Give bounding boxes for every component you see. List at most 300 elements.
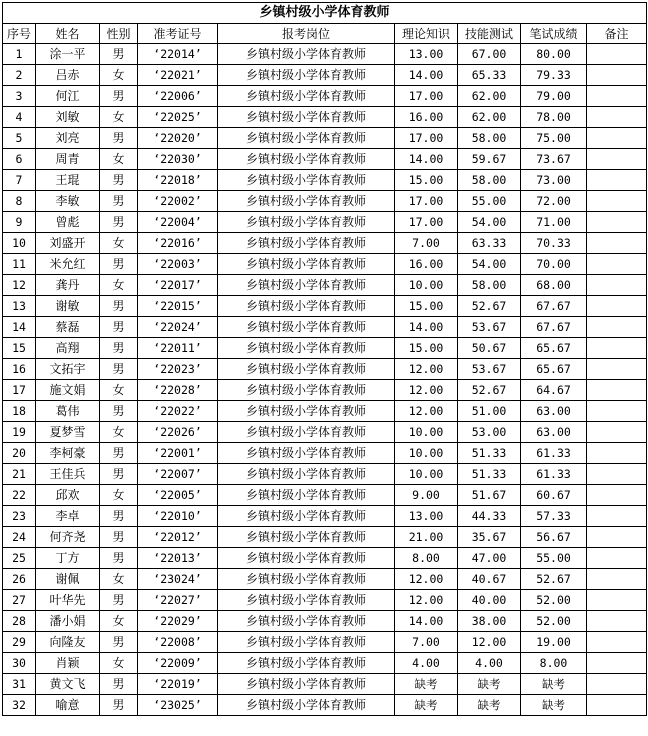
sheet-title: 乡镇村级小学体育教师 <box>3 3 647 24</box>
cell-position: 乡镇村级小学体育教师 <box>218 296 395 317</box>
cell-skill-score: 35.67 <box>458 527 521 548</box>
cell-index: 11 <box>3 254 36 275</box>
cell-gender: 女 <box>100 65 138 86</box>
cell-gender: 男 <box>100 254 138 275</box>
cell-skill-score: 53.67 <box>458 317 521 338</box>
cell-index: 15 <box>3 338 36 359</box>
cell-index: 29 <box>3 632 36 653</box>
cell-remarks <box>587 569 647 590</box>
table-row <box>3 128 647 149</box>
cell-exam-number: ‘22004’ <box>138 212 218 233</box>
cell-remarks <box>587 149 647 170</box>
cell-name: 丁方 <box>36 548 100 569</box>
cell-name: 施文娟 <box>36 380 100 401</box>
cell-position: 乡镇村级小学体育教师 <box>218 107 395 128</box>
cell-gender: 女 <box>100 275 138 296</box>
cell-remarks <box>587 107 647 128</box>
cell-written-score: 52.00 <box>521 590 587 611</box>
cell-remarks <box>587 44 647 65</box>
cell-exam-number: ‘22001’ <box>138 443 218 464</box>
cell-exam-number: ‘22011’ <box>138 338 218 359</box>
cell-written-score: 缺考 <box>521 695 587 716</box>
cell-position: 乡镇村级小学体育教师 <box>218 422 395 443</box>
table-row <box>3 254 647 275</box>
cell-skill-score: 54.00 <box>458 212 521 233</box>
cell-exam-number: ‘22021’ <box>138 65 218 86</box>
cell-remarks <box>587 674 647 695</box>
cell-written-score: 19.00 <box>521 632 587 653</box>
table-row <box>3 233 647 254</box>
cell-index: 27 <box>3 590 36 611</box>
cell-skill-score: 58.00 <box>458 275 521 296</box>
cell-remarks <box>587 380 647 401</box>
cell-theory-score: 17.00 <box>395 191 458 212</box>
cell-name: 葛伟 <box>36 401 100 422</box>
cell-written-score: 67.67 <box>521 296 587 317</box>
cell-gender: 女 <box>100 149 138 170</box>
cell-remarks <box>587 653 647 674</box>
table-row <box>3 632 647 653</box>
cell-written-score: 52.67 <box>521 569 587 590</box>
header-skill-score: 技能测试 <box>458 24 521 44</box>
cell-skill-score: 53.00 <box>458 422 521 443</box>
cell-name: 李敏 <box>36 191 100 212</box>
cell-skill-score: 65.33 <box>458 65 521 86</box>
cell-skill-score: 59.67 <box>458 149 521 170</box>
cell-name: 龚丹 <box>36 275 100 296</box>
header-position: 报考岗位 <box>218 24 395 44</box>
cell-skill-score: 52.67 <box>458 380 521 401</box>
cell-written-score: 8.00 <box>521 653 587 674</box>
table-row <box>3 149 647 170</box>
score-sheet <box>2 2 647 716</box>
cell-name: 谢敏 <box>36 296 100 317</box>
cell-written-score: 61.33 <box>521 443 587 464</box>
cell-position: 乡镇村级小学体育教师 <box>218 590 395 611</box>
cell-name: 喻意 <box>36 695 100 716</box>
cell-position: 乡镇村级小学体育教师 <box>218 632 395 653</box>
cell-exam-number: ‘22023’ <box>138 359 218 380</box>
cell-position: 乡镇村级小学体育教师 <box>218 527 395 548</box>
cell-position: 乡镇村级小学体育教师 <box>218 170 395 191</box>
cell-theory-score: 14.00 <box>395 611 458 632</box>
cell-index: 12 <box>3 275 36 296</box>
table-row <box>3 359 647 380</box>
cell-gender: 男 <box>100 86 138 107</box>
cell-written-score: 75.00 <box>521 128 587 149</box>
cell-index: 26 <box>3 569 36 590</box>
cell-exam-number: ‘22002’ <box>138 191 218 212</box>
cell-name: 王琨 <box>36 170 100 191</box>
cell-index: 24 <box>3 527 36 548</box>
cell-position: 乡镇村级小学体育教师 <box>218 674 395 695</box>
cell-remarks <box>587 359 647 380</box>
cell-gender: 男 <box>100 527 138 548</box>
cell-gender: 男 <box>100 296 138 317</box>
cell-position: 乡镇村级小学体育教师 <box>218 254 395 275</box>
cell-written-score: 73.00 <box>521 170 587 191</box>
cell-skill-score: 50.67 <box>458 338 521 359</box>
cell-written-score: 60.67 <box>521 485 587 506</box>
cell-index: 19 <box>3 422 36 443</box>
cell-skill-score: 缺考 <box>458 695 521 716</box>
cell-theory-score: 10.00 <box>395 422 458 443</box>
cell-exam-number: ‘23024’ <box>138 569 218 590</box>
cell-index: 4 <box>3 107 36 128</box>
table-row <box>3 422 647 443</box>
cell-remarks <box>587 422 647 443</box>
cell-theory-score: 16.00 <box>395 107 458 128</box>
cell-position: 乡镇村级小学体育教师 <box>218 485 395 506</box>
cell-index: 28 <box>3 611 36 632</box>
cell-theory-score: 9.00 <box>395 485 458 506</box>
cell-name: 何江 <box>36 86 100 107</box>
cell-index: 22 <box>3 485 36 506</box>
cell-index: 10 <box>3 233 36 254</box>
cell-name: 高翔 <box>36 338 100 359</box>
cell-name: 涂一平 <box>36 44 100 65</box>
cell-theory-score: 15.00 <box>395 296 458 317</box>
cell-gender: 男 <box>100 401 138 422</box>
cell-gender: 女 <box>100 485 138 506</box>
cell-position: 乡镇村级小学体育教师 <box>218 569 395 590</box>
cell-exam-number: ‘22003’ <box>138 254 218 275</box>
cell-written-score: 63.00 <box>521 401 587 422</box>
cell-name: 米允红 <box>36 254 100 275</box>
cell-name: 刘亮 <box>36 128 100 149</box>
cell-skill-score: 54.00 <box>458 254 521 275</box>
cell-exam-number: ‘22029’ <box>138 611 218 632</box>
cell-position: 乡镇村级小学体育教师 <box>218 695 395 716</box>
cell-gender: 男 <box>100 128 138 149</box>
cell-position: 乡镇村级小学体育教师 <box>218 128 395 149</box>
cell-theory-score: 10.00 <box>395 275 458 296</box>
cell-skill-score: 44.33 <box>458 506 521 527</box>
cell-index: 21 <box>3 464 36 485</box>
cell-gender: 男 <box>100 464 138 485</box>
cell-name: 蔡磊 <box>36 317 100 338</box>
cell-remarks <box>587 233 647 254</box>
cell-remarks <box>587 548 647 569</box>
cell-written-score: 55.00 <box>521 548 587 569</box>
cell-theory-score: 缺考 <box>395 695 458 716</box>
cell-index: 23 <box>3 506 36 527</box>
cell-exam-number: ‘22020’ <box>138 128 218 149</box>
table-row <box>3 695 647 716</box>
table-row <box>3 443 647 464</box>
cell-exam-number: ‘22016’ <box>138 233 218 254</box>
cell-exam-number: ‘22015’ <box>138 296 218 317</box>
cell-skill-score: 62.00 <box>458 107 521 128</box>
cell-exam-number: ‘22026’ <box>138 422 218 443</box>
cell-theory-score: 12.00 <box>395 569 458 590</box>
cell-gender: 男 <box>100 695 138 716</box>
cell-written-score: 缺考 <box>521 674 587 695</box>
cell-position: 乡镇村级小学体育教师 <box>218 233 395 254</box>
table-row <box>3 170 647 191</box>
cell-written-score: 71.00 <box>521 212 587 233</box>
cell-remarks <box>587 86 647 107</box>
cell-exam-number: ‘22017’ <box>138 275 218 296</box>
cell-remarks <box>587 443 647 464</box>
table-row <box>3 464 647 485</box>
cell-name: 邱欢 <box>36 485 100 506</box>
cell-remarks <box>587 338 647 359</box>
cell-index: 13 <box>3 296 36 317</box>
cell-position: 乡镇村级小学体育教师 <box>218 611 395 632</box>
cell-name: 曾彪 <box>36 212 100 233</box>
cell-theory-score: 10.00 <box>395 443 458 464</box>
table-row <box>3 212 647 233</box>
cell-skill-score: 51.00 <box>458 401 521 422</box>
cell-theory-score: 21.00 <box>395 527 458 548</box>
cell-written-score: 65.67 <box>521 338 587 359</box>
cell-theory-score: 13.00 <box>395 506 458 527</box>
cell-position: 乡镇村级小学体育教师 <box>218 149 395 170</box>
cell-index: 18 <box>3 401 36 422</box>
cell-remarks <box>587 611 647 632</box>
cell-written-score: 80.00 <box>521 44 587 65</box>
cell-remarks <box>587 527 647 548</box>
cell-skill-score: 53.67 <box>458 359 521 380</box>
cell-position: 乡镇村级小学体育教师 <box>218 506 395 527</box>
cell-skill-score: 12.00 <box>458 632 521 653</box>
cell-index: 5 <box>3 128 36 149</box>
header-gender: 性别 <box>100 24 138 44</box>
cell-remarks <box>587 254 647 275</box>
cell-index: 25 <box>3 548 36 569</box>
cell-remarks <box>587 401 647 422</box>
cell-skill-score: 67.00 <box>458 44 521 65</box>
cell-exam-number: ‘22008’ <box>138 632 218 653</box>
cell-remarks <box>587 464 647 485</box>
cell-name: 谢佩 <box>36 569 100 590</box>
cell-index: 32 <box>3 695 36 716</box>
cell-index: 20 <box>3 443 36 464</box>
cell-exam-number: ‘22024’ <box>138 317 218 338</box>
cell-theory-score: 12.00 <box>395 359 458 380</box>
cell-name: 肖颖 <box>36 653 100 674</box>
cell-position: 乡镇村级小学体育教师 <box>218 44 395 65</box>
cell-written-score: 64.67 <box>521 380 587 401</box>
table-row <box>3 506 647 527</box>
cell-written-score: 68.00 <box>521 275 587 296</box>
cell-name: 周青 <box>36 149 100 170</box>
cell-remarks <box>587 695 647 716</box>
cell-index: 3 <box>3 86 36 107</box>
title-row <box>3 3 647 24</box>
header-name: 姓名 <box>36 24 100 44</box>
cell-gender: 男 <box>100 170 138 191</box>
cell-index: 31 <box>3 674 36 695</box>
table-row <box>3 380 647 401</box>
cell-theory-score: 16.00 <box>395 254 458 275</box>
cell-written-score: 72.00 <box>521 191 587 212</box>
cell-index: 14 <box>3 317 36 338</box>
cell-theory-score: 7.00 <box>395 632 458 653</box>
cell-name: 李卓 <box>36 506 100 527</box>
cell-exam-number: ‘22006’ <box>138 86 218 107</box>
table-row <box>3 275 647 296</box>
table-row <box>3 527 647 548</box>
cell-name: 吕赤 <box>36 65 100 86</box>
cell-written-score: 65.67 <box>521 359 587 380</box>
cell-gender: 女 <box>100 107 138 128</box>
cell-index: 7 <box>3 170 36 191</box>
header-written-score: 笔试成绩 <box>521 24 587 44</box>
cell-exam-number: ‘22018’ <box>138 170 218 191</box>
header-index: 序号 <box>3 24 36 44</box>
table-row <box>3 401 647 422</box>
cell-theory-score: 12.00 <box>395 590 458 611</box>
table-row <box>3 44 647 65</box>
cell-theory-score: 10.00 <box>395 464 458 485</box>
cell-written-score: 70.33 <box>521 233 587 254</box>
cell-skill-score: 58.00 <box>458 128 521 149</box>
cell-gender: 女 <box>100 569 138 590</box>
cell-position: 乡镇村级小学体育教师 <box>218 212 395 233</box>
table-row <box>3 611 647 632</box>
cell-written-score: 63.00 <box>521 422 587 443</box>
cell-written-score: 73.67 <box>521 149 587 170</box>
cell-remarks <box>587 191 647 212</box>
cell-written-score: 57.33 <box>521 506 587 527</box>
table-row <box>3 86 647 107</box>
cell-exam-number: ‘22028’ <box>138 380 218 401</box>
cell-gender: 男 <box>100 359 138 380</box>
cell-position: 乡镇村级小学体育教师 <box>218 443 395 464</box>
header-remarks: 备注 <box>587 24 647 44</box>
table-row <box>3 296 647 317</box>
cell-theory-score: 12.00 <box>395 380 458 401</box>
cell-gender: 男 <box>100 443 138 464</box>
cell-position: 乡镇村级小学体育教师 <box>218 401 395 422</box>
cell-skill-score: 4.00 <box>458 653 521 674</box>
table-row <box>3 485 647 506</box>
cell-name: 夏梦雪 <box>36 422 100 443</box>
cell-name: 何齐尧 <box>36 527 100 548</box>
cell-theory-score: 17.00 <box>395 212 458 233</box>
cell-skill-score: 40.00 <box>458 590 521 611</box>
cell-name: 文拓宇 <box>36 359 100 380</box>
cell-theory-score: 14.00 <box>395 317 458 338</box>
cell-gender: 男 <box>100 191 138 212</box>
cell-skill-score: 52.67 <box>458 296 521 317</box>
cell-remarks <box>587 317 647 338</box>
cell-gender: 男 <box>100 506 138 527</box>
cell-skill-score: 40.67 <box>458 569 521 590</box>
header-row <box>3 24 647 44</box>
cell-skill-score: 62.00 <box>458 86 521 107</box>
cell-exam-number: ‘22010’ <box>138 506 218 527</box>
cell-exam-number: ‘22030’ <box>138 149 218 170</box>
cell-name: 刘盛开 <box>36 233 100 254</box>
cell-exam-number: ‘22019’ <box>138 674 218 695</box>
cell-skill-score: 51.67 <box>458 485 521 506</box>
cell-gender: 男 <box>100 317 138 338</box>
cell-gender: 男 <box>100 590 138 611</box>
table-row <box>3 569 647 590</box>
cell-exam-number: ‘22013’ <box>138 548 218 569</box>
cell-position: 乡镇村级小学体育教师 <box>218 191 395 212</box>
cell-position: 乡镇村级小学体育教师 <box>218 338 395 359</box>
cell-index: 1 <box>3 44 36 65</box>
cell-remarks <box>587 296 647 317</box>
cell-remarks <box>587 128 647 149</box>
cell-skill-score: 47.00 <box>458 548 521 569</box>
cell-exam-number: ‘23025’ <box>138 695 218 716</box>
cell-remarks <box>587 170 647 191</box>
cell-exam-number: ‘22012’ <box>138 527 218 548</box>
cell-gender: 女 <box>100 611 138 632</box>
table-row <box>3 107 647 128</box>
cell-theory-score: 7.00 <box>395 233 458 254</box>
cell-index: 9 <box>3 212 36 233</box>
cell-theory-score: 缺考 <box>395 674 458 695</box>
cell-exam-number: ‘22027’ <box>138 590 218 611</box>
cell-theory-score: 13.00 <box>395 44 458 65</box>
cell-written-score: 61.33 <box>521 464 587 485</box>
cell-position: 乡镇村级小学体育教师 <box>218 464 395 485</box>
cell-skill-score: 55.00 <box>458 191 521 212</box>
cell-theory-score: 14.00 <box>395 65 458 86</box>
cell-name: 王佳兵 <box>36 464 100 485</box>
cell-remarks <box>587 275 647 296</box>
cell-skill-score: 63.33 <box>458 233 521 254</box>
cell-name: 叶华先 <box>36 590 100 611</box>
cell-theory-score: 17.00 <box>395 128 458 149</box>
cell-gender: 男 <box>100 212 138 233</box>
cell-gender: 男 <box>100 548 138 569</box>
header-theory-score: 理论知识 <box>395 24 458 44</box>
cell-name: 黄文飞 <box>36 674 100 695</box>
cell-written-score: 78.00 <box>521 107 587 128</box>
cell-position: 乡镇村级小学体育教师 <box>218 359 395 380</box>
cell-gender: 女 <box>100 653 138 674</box>
cell-position: 乡镇村级小学体育教师 <box>218 548 395 569</box>
cell-written-score: 70.00 <box>521 254 587 275</box>
cell-exam-number: ‘22014’ <box>138 44 218 65</box>
cell-name: 向隆友 <box>36 632 100 653</box>
cell-written-score: 67.67 <box>521 317 587 338</box>
cell-written-score: 79.33 <box>521 65 587 86</box>
cell-position: 乡镇村级小学体育教师 <box>218 86 395 107</box>
cell-skill-score: 58.00 <box>458 170 521 191</box>
cell-exam-number: ‘22007’ <box>138 464 218 485</box>
header-exam-number: 准考证号 <box>138 24 218 44</box>
cell-gender: 女 <box>100 422 138 443</box>
cell-index: 6 <box>3 149 36 170</box>
cell-skill-score: 51.33 <box>458 443 521 464</box>
table-row <box>3 548 647 569</box>
cell-gender: 男 <box>100 338 138 359</box>
cell-index: 8 <box>3 191 36 212</box>
cell-index: 16 <box>3 359 36 380</box>
table-row <box>3 317 647 338</box>
cell-gender: 女 <box>100 380 138 401</box>
cell-exam-number: ‘22022’ <box>138 401 218 422</box>
cell-name: 李柯豪 <box>36 443 100 464</box>
cell-theory-score: 15.00 <box>395 170 458 191</box>
cell-theory-score: 4.00 <box>395 653 458 674</box>
table-row <box>3 653 647 674</box>
cell-name: 刘敏 <box>36 107 100 128</box>
cell-remarks <box>587 632 647 653</box>
cell-skill-score: 缺考 <box>458 674 521 695</box>
cell-index: 17 <box>3 380 36 401</box>
table-row <box>3 338 647 359</box>
cell-position: 乡镇村级小学体育教师 <box>218 317 395 338</box>
